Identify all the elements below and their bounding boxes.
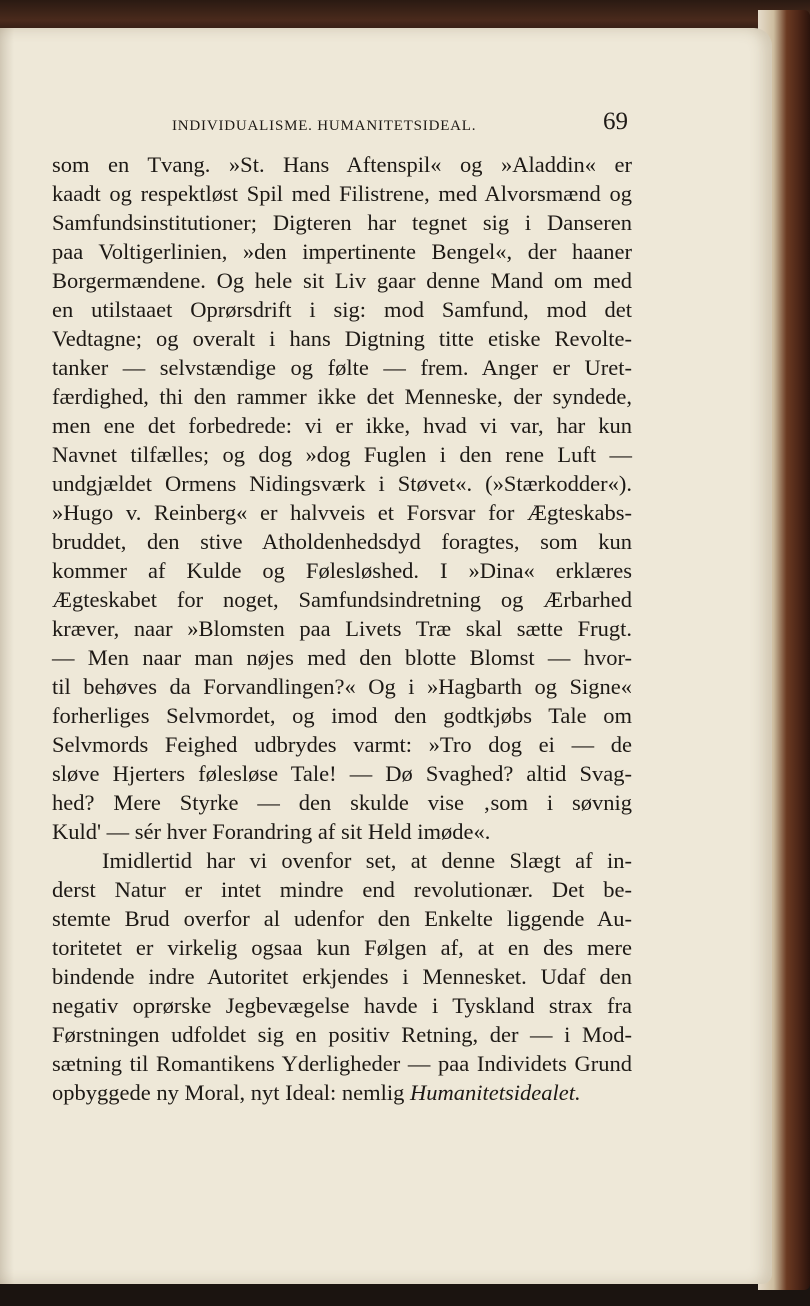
text-line: Navnet tilfælles; og dog »dog Fuglen i den rene Luft — <box>52 442 632 467</box>
text-line: kaadt og respektløst Spil med Filistrene, med Alvorsmænd og <box>52 181 632 206</box>
page-number: 69 <box>603 108 628 135</box>
text-line: bindende indre Autoritet erkjendes i Mennesket. Udaf den <box>52 964 632 989</box>
text-line: toritetet er virkelig ogsaa kun Følgen af, at en des mere <box>52 935 632 960</box>
text-line: som en Tvang. »St. Hans Aftenspil« og »Aladdin« er <box>52 152 632 177</box>
text-line: stemte Brud overfor al udenfor den Enkelte liggende Au- <box>52 906 632 931</box>
text-line: undgjældet Ormens Nidingsværk i Støvet«. (»Stærkodder«). <box>52 471 632 496</box>
text-line: Vedtagne; og overalt i hans Digtning titte etiske Revolte- <box>52 326 632 351</box>
text-line: sløve Hjerters følesløse Tale! — Dø Svaghed? altid Svag- <box>52 761 632 786</box>
body-text <box>52 150 632 1107</box>
paragraph-start-line: Imidlertid har vi ovenfor set, at denne Slægt af in- <box>102 848 632 873</box>
running-head: INDIVIDUALISME. HUMANITETSIDEAL. <box>172 118 477 134</box>
text-line: paa Voltigerlinien, »den impertinente Bengel«, der haaner <box>52 239 632 264</box>
text-line: kræver, naar »Blomsten paa Livets Træ skal sætte Frugt. <box>52 616 632 641</box>
text-line: men ene det forbedrede: vi er ikke, hvad vi var, har kun <box>52 413 632 438</box>
text-line: hed? Mere Styrke — den skulde vise ‚som i søvnig <box>52 790 632 815</box>
text-line: sætning til Romantikens Yderligheder — paa Individets Grund <box>52 1051 632 1076</box>
text-line: — Men naar man nøjes med den blotte Blomst — hvor- <box>52 645 632 670</box>
text-line: Borgermændene. Og hele sit Liv gaar denne Mand om med <box>52 268 632 293</box>
text-line: Kuld' — sér hver Forandring af sit Held imøde«. <box>52 819 491 844</box>
final-line-plain: opbyggede ny Moral, nyt Ideal: nemlig <box>52 1080 411 1105</box>
text-line: bruddet, den stive Atholdenhedsdyd foragtes, som kun <box>52 529 632 554</box>
text-line: forherliges Selvmordet, og imod den godtkjøbs Tale om <box>52 703 632 728</box>
text-line: negativ oprørske Jegbevægelse havde i Tyskland strax fra <box>52 993 632 1018</box>
page-header <box>172 108 628 148</box>
text-line: tanker — selvstændige og følte — frem. Anger er Uret- <box>52 355 632 380</box>
text-line: kommer af Kulde og Følesløshed. I »Dina« erklæres <box>52 558 632 583</box>
italic-term: Humanitetsidealet. <box>410 1080 581 1105</box>
text-line: »Hugo v. Reinberg« er halvveis et Forsvar for Ægteskabs- <box>52 500 632 525</box>
text-line: derst Natur er intet mindre end revolutionær. Det be- <box>52 877 632 902</box>
text-line: Selvmords Feighed udbrydes varmt: »Tro dog ei — de <box>52 732 632 757</box>
gutter-shadow <box>0 28 14 1284</box>
text-line: Førstningen udfoldet sig en positiv Retning, der — i Mod- <box>52 1022 632 1047</box>
text-line: færdighed, thi den rammer ikke det Menneske, der syndede, <box>52 384 632 409</box>
text-line: en utilstaaet Oprørsdrift i sig: mod Samfund, mod det <box>52 297 632 322</box>
final-text-line <box>52 1078 632 1107</box>
text-line: Samfundsinstitutioner; Digteren har tegnet sig i Danseren <box>52 210 632 235</box>
text-line: til behøves da Forvandlingen?« Og i »Hagbarth og Signe« <box>52 674 632 699</box>
text-line: Ægteskabet for noget, Samfundsindretning og Ærbarhed <box>52 587 632 612</box>
